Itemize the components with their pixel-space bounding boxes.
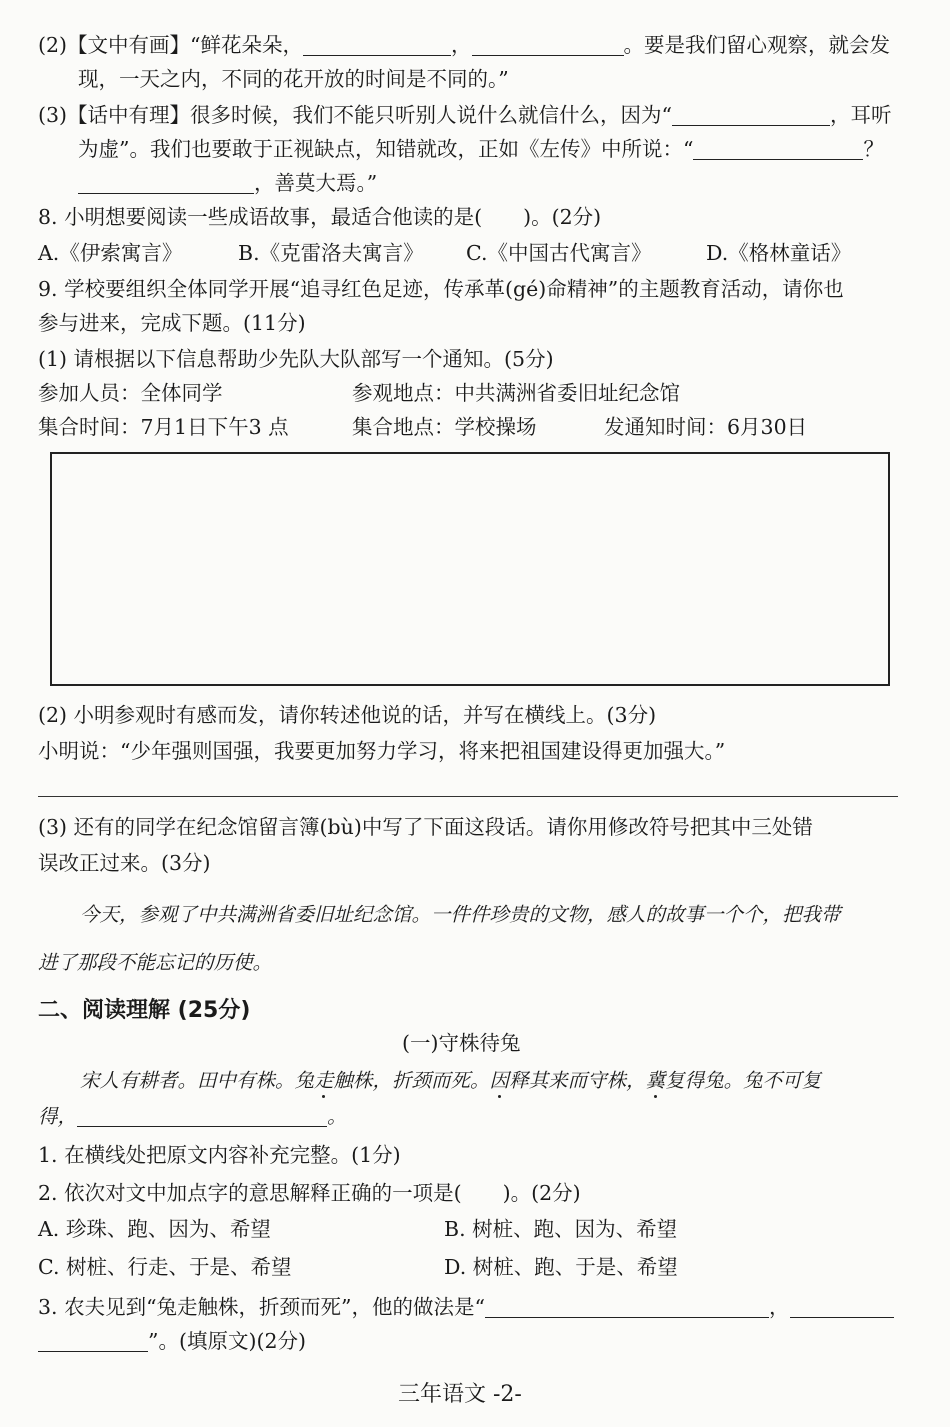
q9-part3-line1: (3) 还有的同学在纪念馆留言簿(bù)中写了下面这段话。请你用修改符号把其中三处错 <box>38 815 813 839</box>
answer-line[interactable] <box>38 796 898 797</box>
answer-blank[interactable] <box>78 173 254 194</box>
s2-option-a[interactable]: A. 珍珠、跑、因为、希望 <box>38 1217 271 1241</box>
q7-part3-line1: (3)【话中有理】很多时候，我们不能只听别人说什么就信什么，因为“ ，耳听 <box>38 103 892 127</box>
s2-question-3-line1: 3. 农夫见到“兔走触株，折颈而死”，他的做法是“ ， <box>38 1292 894 1322</box>
q9-part1: (1) 请根据以下信息帮助少先队大队部写一个通知。(5分) <box>38 347 554 371</box>
answer-blank[interactable] <box>790 1297 894 1318</box>
q9-stem-line1: 9. 学校要组织全体同学开展“追寻红色足迹，传承革(gé)命精神”的主题教育活动，请你也 <box>38 277 844 301</box>
option-c[interactable]: C.《中国古代寓言》 <box>466 241 652 265</box>
answer-blank[interactable] <box>672 105 830 126</box>
q9-part2: (2) 小明参观时有感而发，请你转述他说的话，并写在横线上。(3分) <box>38 703 657 727</box>
q7-part3-line3: ，善莫大焉。” <box>78 168 377 198</box>
q7-part2-line2: 现，一天之内，不同的花开放的时间是不同的。” <box>78 67 509 91</box>
info-notice-date: 发通知时间：6月30日 <box>604 415 808 439</box>
s2-question-1: 1. 在横线处把原文内容补充完整。(1分) <box>38 1143 401 1167</box>
option-a[interactable]: A.《伊索寓言》 <box>38 241 183 265</box>
info-participants: 参加人员：全体同学 <box>38 381 223 405</box>
answer-blank[interactable] <box>38 1331 148 1352</box>
answer-blank[interactable] <box>485 1297 769 1318</box>
section-heading: 二、阅读理解 (25分) <box>38 998 251 1023</box>
q8-options <box>38 238 918 268</box>
handwritten-passage-line1: 今天，参观了中共满洲省委旧址纪念馆。一件件珍贵的文物，感人的故事一个个，把我带 <box>80 903 841 926</box>
s2-option-c[interactable]: C. 树桩、行走、于是、希望 <box>38 1255 292 1279</box>
s2-question-2: 2. 依次对文中加点字的意思解释正确的一项是( )。(2分) <box>38 1181 581 1205</box>
answer-blank[interactable] <box>693 139 863 160</box>
answer-blank[interactable] <box>472 35 624 56</box>
passage-line2: 得， 。 <box>38 1105 347 1128</box>
option-d[interactable]: D.《格林童话》 <box>706 241 852 265</box>
option-b[interactable]: B.《克雷洛夫寓言》 <box>238 241 424 265</box>
answer-blank[interactable] <box>303 35 451 56</box>
q9-part3-line2: 误改正过来。(3分) <box>38 851 211 875</box>
passage-line1: 宋人有耕者。田中有株。兔走触株，折颈而死。因释其来而守株，冀复得兔。兔不可复 <box>80 1069 822 1092</box>
q9-stem-line2: 参与进来，完成下题。(11分) <box>38 311 306 335</box>
s2-option-d[interactable]: D. 树桩、跑、于是、希望 <box>444 1255 678 1279</box>
info-place: 参观地点：中共满洲省委旧址纪念馆 <box>352 381 680 405</box>
q7-part3-line2: 为虚”。我们也要敢于正视缺点，知错就改，正如《左传》中所说：“ ？ <box>78 137 884 161</box>
s2-option-b[interactable]: B. 树桩、跑、因为、希望 <box>444 1217 678 1241</box>
s2-question-3-line2: ”。(填原文)(2分) <box>38 1326 306 1356</box>
q8-stem: 8. 小明想要阅读一些成语故事，最适合他读的是( )。(2分) <box>38 205 602 229</box>
page-footer: 三年语文 -2- <box>398 1382 522 1407</box>
handwritten-passage-line2: 进了那段不能忘记的历使。 <box>38 951 273 974</box>
info-gather: 集合地点：学校操场 <box>352 415 537 439</box>
notice-writing-box[interactable] <box>50 452 890 686</box>
q9-part2-quote: 小明说：“少年强则国强，我要更加努力学习，将来把祖国建设得更加强大。” <box>38 739 726 763</box>
q7-part2-line1: (2)【文中有画】“鲜花朵朵， ， 。要是我们留心观察，就会发 <box>38 33 891 57</box>
info-time: 集合时间：7月1日下午3 点 <box>38 415 289 439</box>
answer-blank[interactable] <box>77 1106 327 1127</box>
passage-title: (一)守株待兔 <box>402 1031 521 1055</box>
